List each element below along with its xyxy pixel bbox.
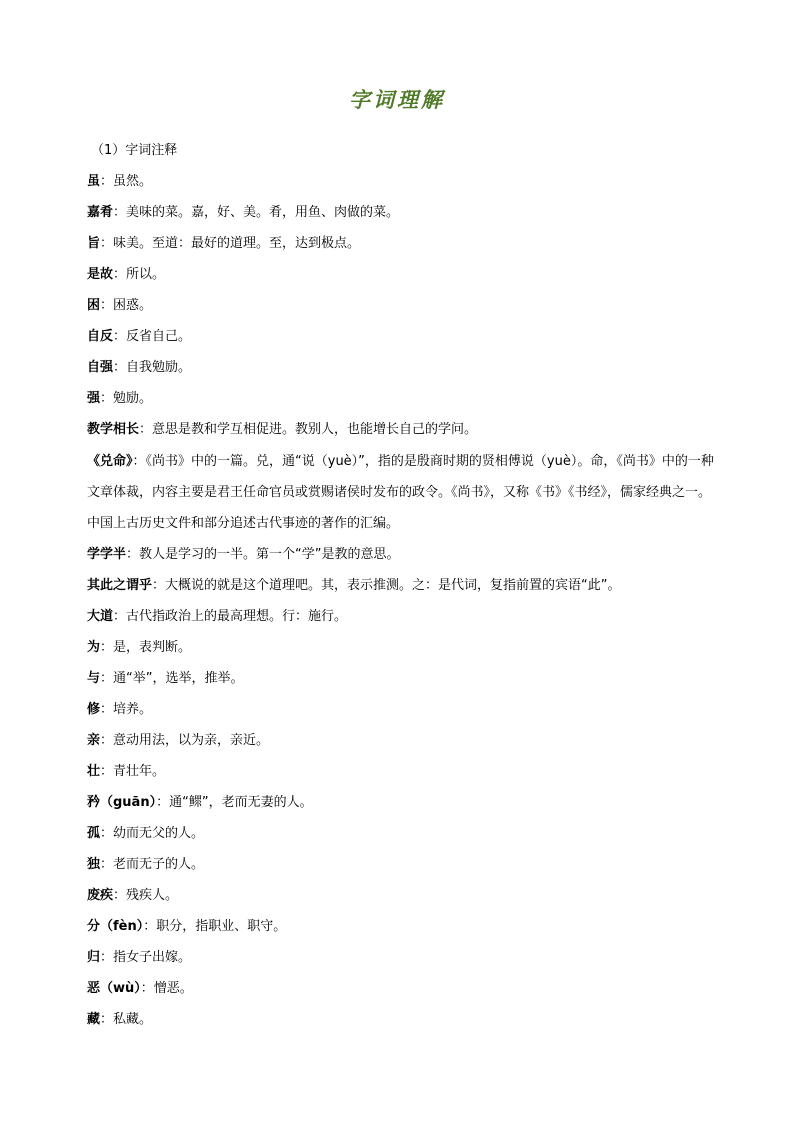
annotation-entry bbox=[87, 700, 719, 720]
annotation-entry bbox=[87, 793, 719, 813]
annotation-entry bbox=[87, 420, 719, 440]
annotation-entry bbox=[87, 731, 719, 751]
annotation-definition: ：职分，指职业、职守。 bbox=[143, 919, 287, 934]
annotation-definition: ：通“举”，选举，推举。 bbox=[100, 671, 244, 686]
annotation-entry bbox=[87, 948, 719, 968]
annotation-term: 是故 bbox=[87, 267, 114, 282]
annotation-term: 藏 bbox=[87, 1012, 101, 1027]
annotation-term: 大道 bbox=[87, 609, 114, 624]
annotation-entry bbox=[87, 203, 719, 223]
annotation-term: 矜（guān） bbox=[87, 795, 157, 810]
annotation-definition: ：意动用法，以为亲，亲近。 bbox=[100, 733, 270, 748]
annotation-term: 旨 bbox=[87, 236, 101, 251]
annotation-term: 恶（wù） bbox=[87, 981, 141, 996]
annotation-entry bbox=[87, 358, 719, 378]
annotation-definition: ：意思是教和学互相促进。教别人，也能增长自己的学问。 bbox=[139, 422, 478, 437]
annotation-term: 其此之谓乎 bbox=[87, 578, 153, 593]
annotation-definition: ：《尚书》中的一篇。兑，通“说（yuè）”，指的是殷商时期的贤相傅说（yuè）。命，《尚书》中的一种文章体裁，内容主要是君王任命官员或赏赐诸侯时发布的政令。《尚书》，又称《书》《书经》，儒家经典之一。中国上古历史文件和部分追述古代事迹的著作的汇编。 bbox=[87, 454, 714, 531]
annotation-definition: ：教人是学习的一半。第一个“学”是教的意思。 bbox=[126, 547, 400, 562]
annotation-entry bbox=[87, 389, 719, 409]
annotation-definition: ：培养。 bbox=[100, 702, 153, 717]
annotation-definition: ：指女子出嫁。 bbox=[100, 950, 192, 965]
annotation-definition: ：通“鳏”，老而无妻的人。 bbox=[156, 795, 313, 810]
annotation-term: 强 bbox=[87, 391, 101, 406]
annotation-term: 嘉肴 bbox=[87, 205, 114, 220]
annotation-term: 学学半 bbox=[87, 547, 127, 562]
annotation-definition: ：困惑。 bbox=[100, 298, 153, 313]
annotation-term: 《兑命》 bbox=[87, 454, 133, 469]
annotation-list bbox=[87, 172, 719, 1041]
annotation-term: 亲 bbox=[87, 733, 101, 748]
annotation-term: 为 bbox=[87, 640, 101, 655]
annotation-entry bbox=[87, 855, 719, 875]
annotation-entry bbox=[87, 296, 719, 316]
annotation-definition: ：憎恶。 bbox=[140, 981, 193, 996]
annotation-term: 自强 bbox=[87, 360, 114, 375]
annotation-definition: ：青壮年。 bbox=[100, 764, 166, 779]
annotation-entry bbox=[87, 886, 719, 906]
annotation-definition: ：自我勉励。 bbox=[113, 360, 192, 375]
annotation-definition: ：是，表判断。 bbox=[100, 640, 192, 655]
annotation-term: 修 bbox=[87, 702, 101, 717]
annotation-term: 困 bbox=[87, 298, 101, 313]
annotation-entry bbox=[87, 545, 719, 565]
annotation-term: 壮 bbox=[87, 764, 101, 779]
annotation-definition: ：幼而无父的人。 bbox=[100, 826, 205, 841]
annotation-entry bbox=[87, 446, 719, 539]
annotation-entry bbox=[87, 607, 719, 627]
annotation-entry bbox=[87, 824, 719, 844]
annotation-entry bbox=[87, 638, 719, 658]
annotation-entry bbox=[87, 917, 719, 937]
annotation-term: 孤 bbox=[87, 826, 101, 841]
annotation-definition: ：美味的菜。嘉，好、美。肴，用鱼、肉做的菜。 bbox=[113, 205, 400, 220]
annotation-definition: ：私藏。 bbox=[100, 1012, 153, 1027]
annotation-term: 独 bbox=[87, 857, 101, 872]
annotation-entry bbox=[87, 576, 719, 596]
annotation-definition: ：古代指政治上的最高理想。行：施行。 bbox=[113, 609, 348, 624]
annotation-entry bbox=[87, 979, 719, 999]
annotation-definition: ：所以。 bbox=[113, 267, 166, 282]
annotation-entry bbox=[87, 669, 719, 689]
annotation-term: 虽 bbox=[87, 174, 101, 189]
annotation-entry bbox=[87, 172, 719, 192]
annotation-term: 废疾 bbox=[87, 888, 114, 903]
annotation-term: 自反 bbox=[87, 329, 114, 344]
annotation-entry bbox=[87, 265, 719, 285]
annotation-definition: ：大概说的就是这个道理吧。其，表示推测。之：是代词，复指前置的宾语“此”。 bbox=[152, 578, 621, 593]
annotation-definition: ：味美。至道：最好的道理。至，达到极点。 bbox=[100, 236, 361, 251]
annotation-definition: ：反省自己。 bbox=[113, 329, 192, 344]
annotation-definition: ：虽然。 bbox=[100, 174, 153, 189]
annotation-term: 分（fèn） bbox=[87, 919, 144, 934]
section-heading: （1）字词注释 bbox=[91, 143, 178, 158]
annotation-entry bbox=[87, 1010, 719, 1030]
annotation-definition: ：残疾人。 bbox=[113, 888, 179, 903]
annotation-entry bbox=[87, 327, 719, 347]
annotation-term: 与 bbox=[87, 671, 101, 686]
annotation-definition: ：老而无子的人。 bbox=[100, 857, 205, 872]
annotation-entry bbox=[87, 762, 719, 782]
annotation-term: 归 bbox=[87, 950, 101, 965]
annotation-term: 教学相长 bbox=[87, 422, 140, 437]
annotation-definition: ：勉励。 bbox=[100, 391, 153, 406]
document-title: 字词理解 bbox=[349, 87, 445, 112]
annotation-entry bbox=[87, 234, 719, 254]
